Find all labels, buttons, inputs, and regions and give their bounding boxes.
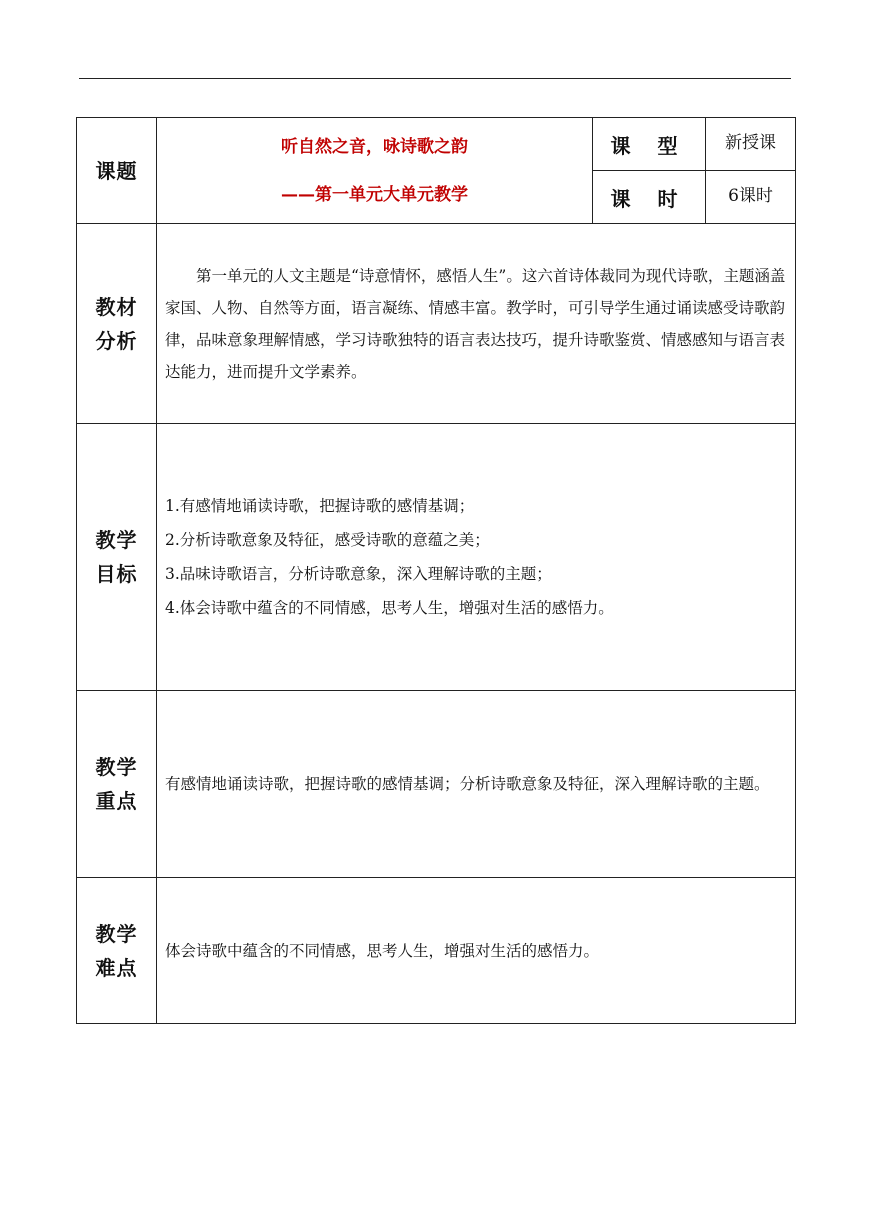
hours-label-cell bbox=[593, 171, 706, 224]
difficulties-row bbox=[77, 878, 796, 1024]
hours-value-cell bbox=[706, 171, 796, 224]
key-points-label-cell bbox=[77, 691, 157, 878]
title-cell bbox=[157, 118, 593, 224]
type-label-cell bbox=[593, 118, 706, 171]
analysis-label-cell bbox=[77, 224, 157, 424]
goal-item: 3.品味诗歌语言，分析诗歌意象，深入理解诗歌的主题； bbox=[165, 565, 552, 583]
analysis-content-cell bbox=[157, 224, 796, 424]
key-points-content-cell bbox=[157, 691, 796, 878]
key-points-row bbox=[77, 691, 796, 878]
type-label: 课 型 bbox=[610, 133, 688, 158]
difficulties-text: 体会诗歌中蕴含的不同情感，思考人生，增强对生活的感悟力。 bbox=[165, 941, 600, 960]
analysis-text: 第一单元的人文主题是“诗意情怀，感悟人生”。这六首诗体裁同为现代诗歌，主题涵盖家国、人物、自然等方面，语言凝练、情感丰富。教学时，可引导学生通过诵读感受诗歌韵律，品味意象理解情感，学习诗歌独特的语言表达技巧，提升诗歌鉴赏、情感感知与语言表达能力，进而提升文学素养。 bbox=[165, 266, 786, 381]
difficulties-label-line2: 难点 bbox=[95, 955, 138, 980]
goal-item: 2.分析诗歌意象及特征，感受诗歌的意蕴之美； bbox=[165, 531, 490, 549]
key-points-label-line1: 教学 bbox=[95, 755, 138, 779]
lesson-subtitle: ——第一单元大单元教学 bbox=[281, 184, 468, 205]
course-label-cell bbox=[77, 118, 157, 224]
header-rule bbox=[79, 78, 791, 79]
goals-list bbox=[165, 489, 787, 625]
hours-label: 课 时 bbox=[610, 186, 688, 211]
goal-item: 4.体会诗歌中蕴含的不同情感，思考人生，增强对生活的感悟力。 bbox=[165, 599, 614, 617]
header-row-1 bbox=[77, 118, 796, 171]
lesson-plan-table bbox=[76, 117, 796, 1024]
goals-content-cell bbox=[157, 424, 796, 691]
hours-value: 6课时 bbox=[728, 186, 773, 206]
course-label: 课题 bbox=[95, 158, 138, 183]
type-value: 新授课 bbox=[725, 133, 776, 153]
lesson-title: 听自然之音，咏诗歌之韵 bbox=[281, 136, 468, 157]
type-value-cell bbox=[706, 118, 796, 171]
goals-row bbox=[77, 424, 796, 691]
difficulties-content-cell bbox=[157, 878, 796, 1024]
goals-label-line2: 目标 bbox=[95, 562, 138, 586]
analysis-row bbox=[77, 224, 796, 424]
difficulties-label-cell bbox=[77, 878, 157, 1024]
key-points-label-line2: 重点 bbox=[95, 789, 138, 813]
difficulties-label-line1: 教学 bbox=[95, 921, 138, 946]
analysis-label-line2: 分析 bbox=[95, 328, 138, 353]
goals-label-line1: 教学 bbox=[95, 528, 138, 552]
goal-item: 1.有感情地诵读诗歌，把握诗歌的感情基调； bbox=[165, 497, 475, 515]
analysis-label-line1: 教材 bbox=[95, 294, 138, 319]
key-points-text: 有感情地诵读诗歌，把握诗歌的感情基调；分析诗歌意象及特征，深入理解诗歌的主题。 bbox=[165, 775, 770, 793]
goals-label-cell bbox=[77, 424, 157, 691]
